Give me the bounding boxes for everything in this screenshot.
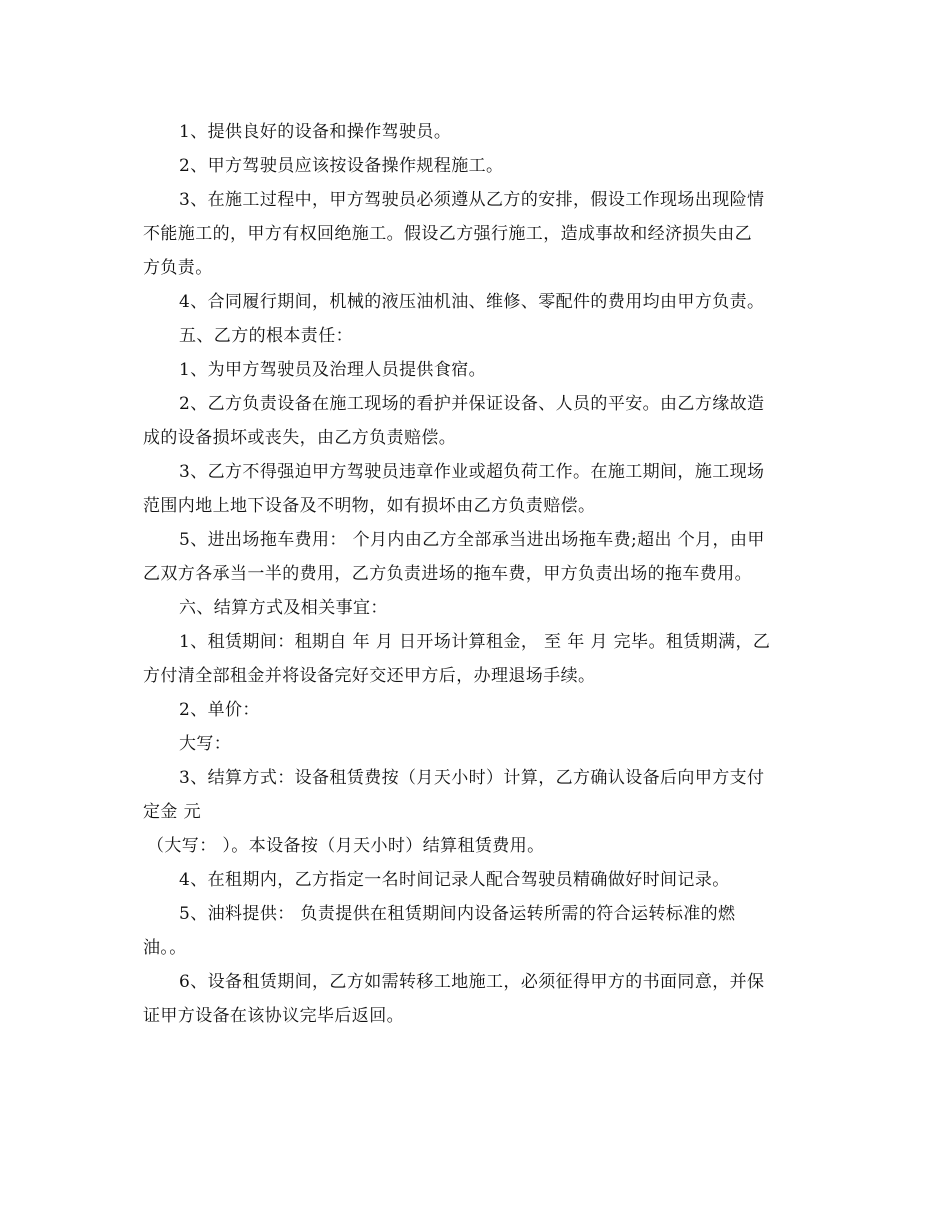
paragraph-line: 2、甲方驾驶员应该按设备操作规程施工。 [179,156,504,176]
paragraph-line: 1、为甲方驾驶员及治理人员提供食宿。 [179,360,487,380]
paragraph-line: 大写： [179,734,232,754]
paragraph-line: 方负责。 [143,258,213,278]
section-heading: 五、乙方的根本责任： [179,326,353,346]
paragraph-line: 范围内地上地下设备及不明物，如有损坏由乙方负责赔偿。 [143,496,596,516]
paragraph-line: 证甲方设备在该协议完毕后返回。 [143,1006,404,1026]
paragraph-line: 成的设备损坏或丧失，由乙方负责赔偿。 [143,428,457,448]
paragraph-line: 4、在租期内，乙方指定一名时间记录人配合驾驶员精确做好时间记录。 [179,870,730,890]
document-page [143,115,808,1033]
paragraph-line: 5、油料提供： 负责提供在租赁期间内设备运转所需的符合运转标准的燃 [179,904,736,924]
paragraph-line: 1、提供良好的设备和操作驾驶员。 [179,122,452,142]
paragraph-line: 3、在施工过程中，甲方驾驶员必须遵从乙方的安排，假设工作现场出现险情 [179,190,765,210]
paragraph-line: 3、结算方式：设备租赁费按（月天小时）计算，乙方确认设备后向甲方支付 [179,768,765,788]
paragraph-line: 方付清全部租金并将设备完好交还甲方后，办理退场手续。 [143,666,596,686]
paragraph-line: （大写： ）。本设备按（月天小时）结算租赁费用。 [147,836,545,856]
paragraph-line: 4、合同履行期间，机械的液压油机油、维修、零配件的费用均由甲方负责。 [179,292,765,312]
section-heading: 六、结算方式及相关事宜： [179,598,388,618]
paragraph-line: 不能施工的，甲方有权回绝施工。假设乙方强行施工，造成事故和经济损失由乙 [143,224,752,244]
paragraph-line: 2、单价： [179,700,260,720]
paragraph-line: 6、设备租赁期间，乙方如需转移工地施工，必须征得甲方的书面同意，并保 [179,972,765,992]
paragraph-line: 乙双方各承当一半的费用，乙方负责进场的拖车费，甲方负责出场的拖车费用。 [143,564,752,584]
paragraph-line: 油。。 [143,938,187,958]
paragraph-line: 3、乙方不得强迫甲方驾驶员违章作业或超负荷工作。在施工期间，施工现场 [179,462,765,482]
paragraph-line: 定金 元 [143,802,202,822]
paragraph-line: 2、乙方负责设备在施工现场的看护并保证设备、人员的平安。由乙方缘故造 [179,394,765,414]
paragraph-line: 1、租赁期间：租期自 年 月 日开场计算租金， 至 年 月 完毕。租赁期满，乙 [179,632,771,652]
paragraph-line: 5、进出场拖车费用： 个月内由乙方全部承当进出场拖车费;超出 个月，由甲 [179,530,765,550]
